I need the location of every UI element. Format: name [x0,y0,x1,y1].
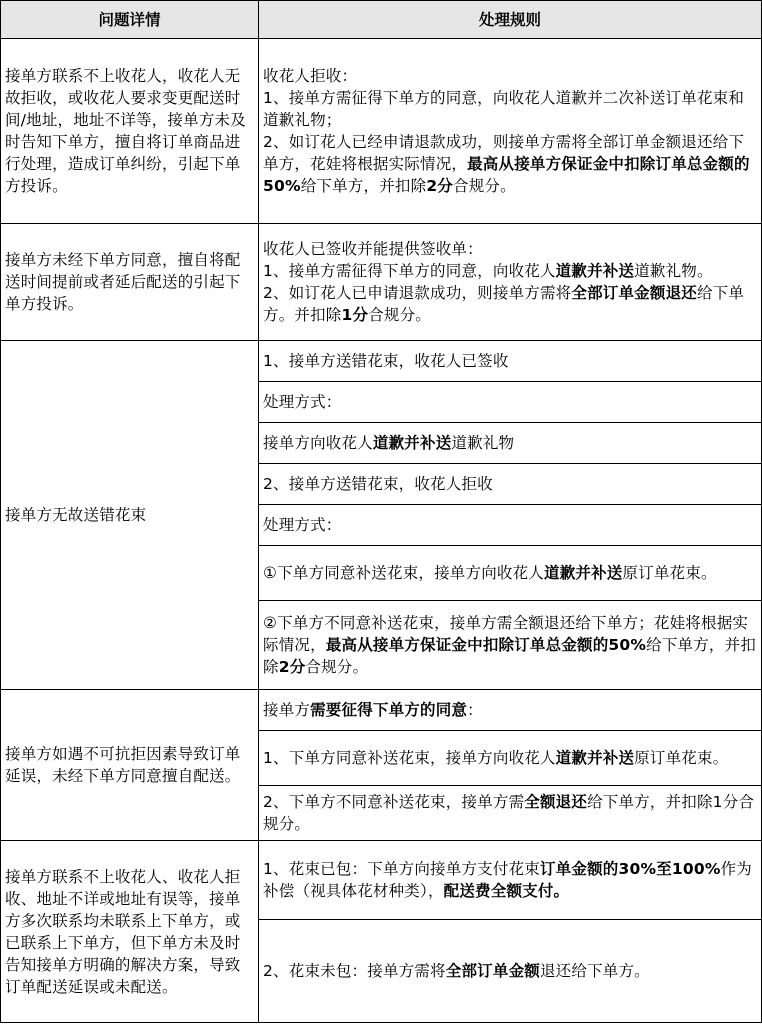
table-row [1,224,762,341]
rule-title: 收花人已签收并能提供签收单： [263,240,483,258]
rule-line: 2、如订花人已申请退款成功，则接单方需将全部订单金额退还给下单方。并扣除1分合规分。 [263,284,745,324]
issue-cell [1,690,259,841]
rule-title: 收花人拒收： [263,67,358,85]
issue-text: 接单方联系不上收花人，收花人无故拒收，或收花人要求变更配送时间/地址，地址不详等，接单方未及时告知下单方，擅自将订单商品进行处理，造成订单纠纷，引起下单方投诉。 [5,67,246,195]
rule-cell: 2、下单方不同意补送花束，接单方需全额退还给下单方，并扣除1分合规分。 [259,786,762,841]
rule-cell: 2、花束未包：接单方需将全部订单金额退还给下单方。 [259,920,762,1023]
rule-cell: ①下单方同意补送花束，接单方向收花人道歉并补送原订单花束。 [259,546,762,601]
rule-cell [259,39,762,224]
rule-cell: 1、花束已包：下单方向接单方支付花束订单金额的30%至100%作为补偿（视具体花材种类），配送费全额支付。 [259,841,762,920]
issue-cell [1,341,259,690]
issue-text: 接单方无故送错花束 [5,506,147,524]
table-row [1,690,762,731]
issue-cell [1,224,259,341]
rule-line: 1、接单方需征得下单方的同意，向收花人道歉并二次补送订单花束和道歉礼物； [263,89,745,129]
rule-cell: 2、接单方送错花束，收花人拒收 [259,464,762,505]
table-row [1,841,762,920]
issue-cell [1,841,259,1023]
rule-line: 2、如订花人已经申请退款成功，则接单方需将全部订单金额退还给下单方，花娃将根据实际情况，最高从接单方保证金中扣除订单总金额的50%给下单方，并扣除2分合规分。 [263,133,750,195]
rule-cell: 处理方式： [259,505,762,546]
table-row [1,39,762,224]
issue-text: 接单方如遇不可抗拒因素导致订单延误，未经下单方同意擅自配送。 [5,745,241,785]
rule-cell: 处理方式： [259,382,762,423]
rule-cell: 接单方向收花人道歉并补送道歉礼物 [259,423,762,464]
rule-cell: 1、接单方送错花束，收花人已签收 [259,341,762,382]
issue-cell [1,39,259,224]
issue-text: 接单方未经下单方同意，擅自将配送时间提前或者延后配送的引起下单方投诉。 [5,251,241,313]
issue-text: 接单方联系不上收花人、收花人拒收、地址不详或地址有误等，接单方多次联系均未联系上下单方，或已联系上下单方，但下单方未及时告知接单方明确的解决方案，导致订单配送延误或未配送。 [5,867,241,996]
rule-cell: 接单方需要征得下单方的同意： [259,690,762,731]
header-issue: 问题详情 [1,1,259,39]
rule-cell: ②下单方不同意补送花束，接单方需全额退还给下单方；花娃将根据实际情况，最高从接单方保证金中扣除订单总金额的50%给下单方，并扣除2分合规分。 [259,601,762,690]
table-header-row [1,1,762,39]
header-rule: 处理规则 [259,1,762,39]
rule-cell: 1、下单方同意补送花束，接单方向收花人道歉并补送原订单花束。 [259,731,762,786]
rule-cell [259,224,762,341]
table-row [1,341,762,382]
rule-line: 1、接单方需征得下单方的同意，向收花人道歉并补送道歉礼物。 [263,262,713,280]
